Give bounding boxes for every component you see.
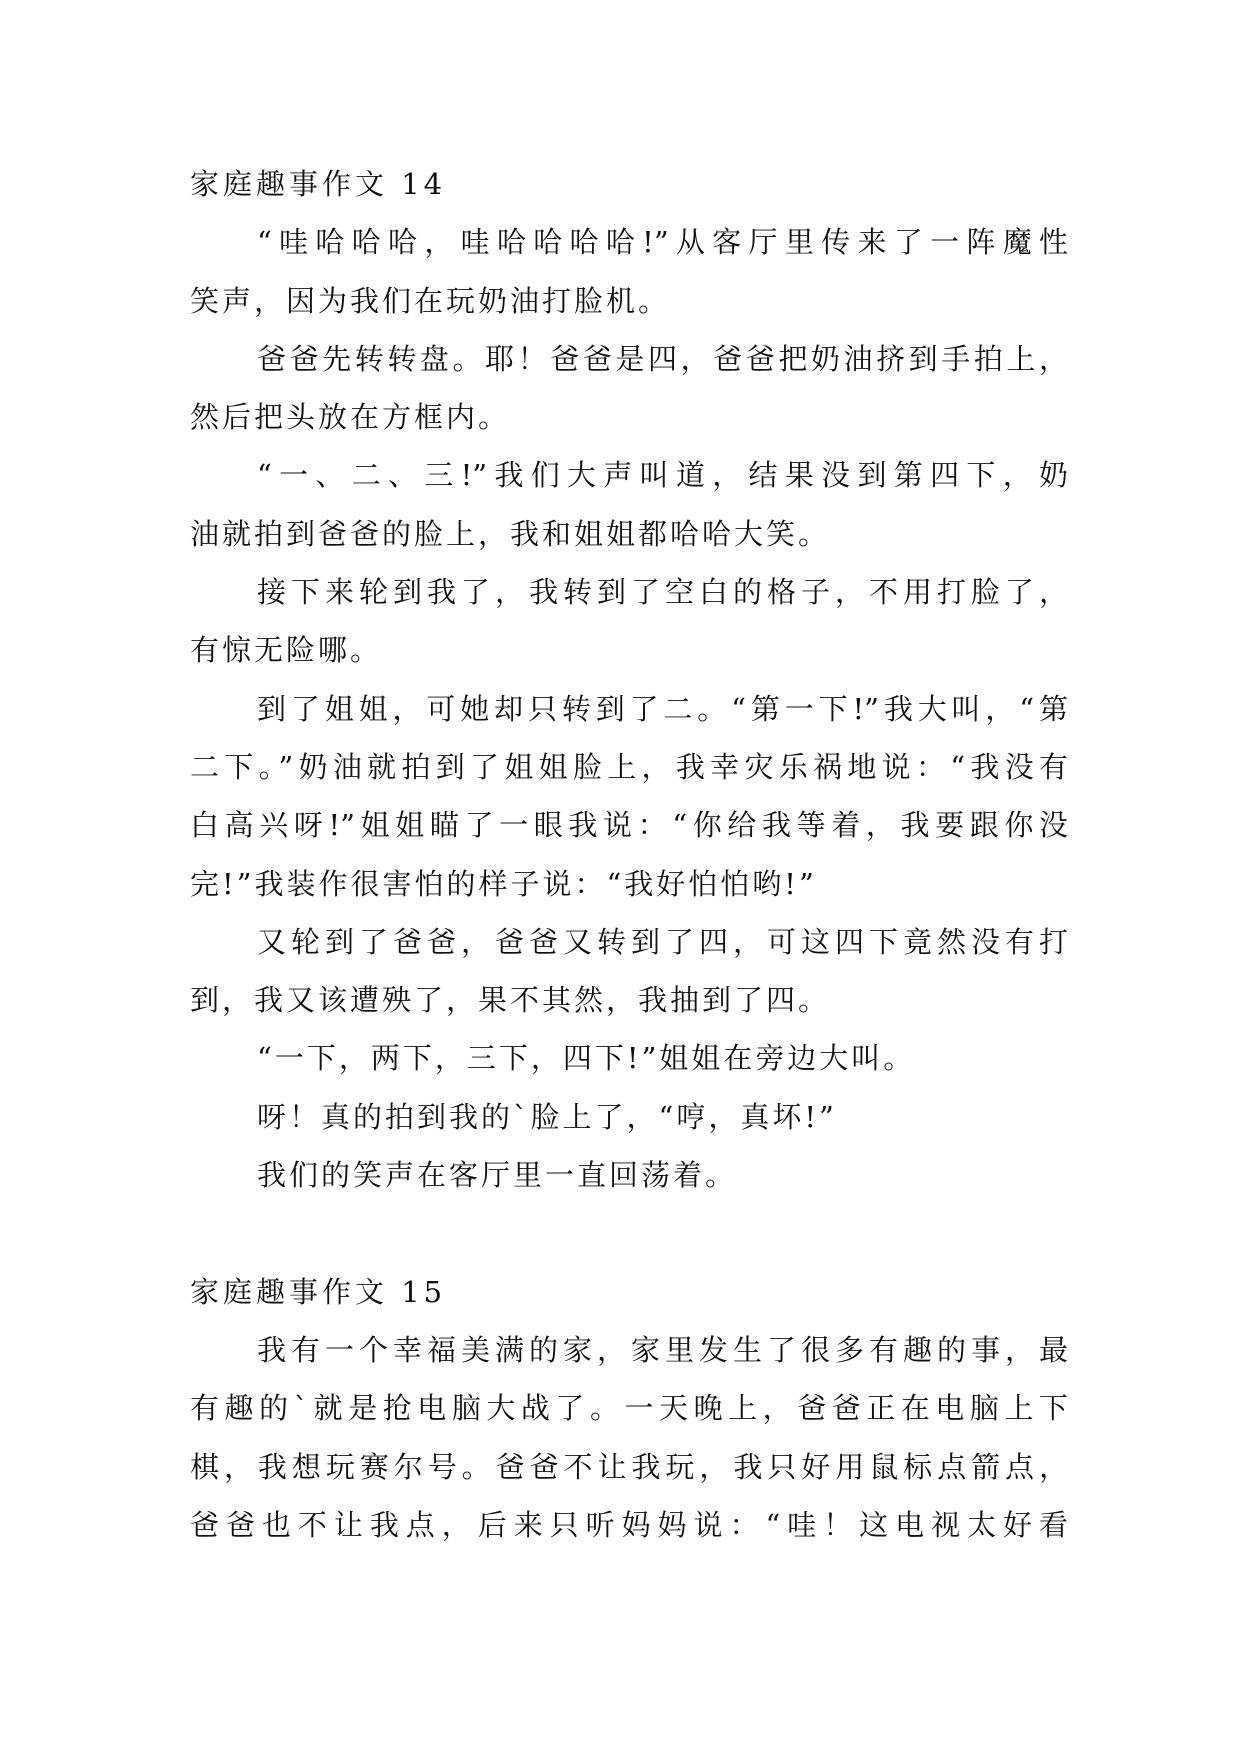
text-line: 接下来轮到我了，我转到了空白的格子，不用打脸了，: [257, 575, 1068, 610]
text-line: 到，我又该遭殃了，果不其然，我抽到了四。: [190, 983, 831, 1018]
text-line: 呀！真的拍到我的`脸上了，“哼，真坏!”: [257, 1099, 837, 1134]
text-line: “一、二、三!”我们大声叫道，结果没到第四下，奶: [257, 458, 1068, 493]
text-line: 油就拍到爸爸的脸上，我和姐姐都哈哈大笑。: [190, 516, 831, 551]
text-line: 有趣的`就是抢电脑大战了。一天晚上，爸爸正在电脑上下: [190, 1391, 1068, 1426]
text-line: 笑声，因为我们在玩奶油打脸机。: [190, 283, 671, 318]
text-line: 爸爸先转转盘。耶！爸爸是四，爸爸把奶油挤到手拍上，: [257, 341, 1068, 376]
paragraph: [190, 680, 1068, 913]
paragraph: [190, 1029, 1068, 1087]
text-line: 又轮到了爸爸，爸爸又转到了四，可这四下竟然没有打: [257, 924, 1068, 959]
document-body: [190, 155, 1068, 1554]
text-line: 棋，我想玩赛尔号。爸爸不让我玩，我只好用鼠标点箭点，: [190, 1449, 1068, 1484]
text-line: 到了姐姐，可她却只转到了二。“第一下!”我大叫，“第: [257, 691, 1068, 726]
text-line: 完!”我装作很害怕的样子说：“我好怕怕哟!”: [190, 866, 817, 901]
paragraph: [190, 913, 1068, 1030]
text-line: 然后把头放在方框内。: [190, 400, 511, 435]
essay-section-15: [190, 1263, 1068, 1554]
section-title: 家庭趣事作文 15: [190, 1274, 447, 1309]
paragraph: [190, 446, 1068, 563]
text-line: 我们的笑声在客厅里一直回荡着。: [257, 1158, 738, 1193]
section-title: 家庭趣事作文 14: [190, 167, 447, 201]
paragraph: [190, 1146, 1068, 1204]
paragraph: [190, 1321, 1068, 1554]
text-line: 白高兴呀!”姐姐瞄了一眼我说：“你给我等着，我要跟你没: [190, 808, 1068, 843]
paragraph: [190, 563, 1068, 680]
essay-section-14: [190, 155, 1068, 1204]
text-line: 有惊无险哪。: [190, 633, 383, 668]
paragraph: [190, 1088, 1068, 1146]
paragraph: [190, 330, 1068, 447]
text-line: 爸爸也不让我点，后来只听妈妈说：“哇！这电视太好看: [190, 1507, 1068, 1542]
blank-line: [190, 1204, 1068, 1262]
text-line: “一下，两下，三下，四下!”姐姐在旁边大叫。: [257, 1041, 916, 1076]
text-line: 我有一个幸福美满的家，家里发生了很多有趣的事，最: [257, 1332, 1068, 1367]
text-line: “哇哈哈哈，哇哈哈哈哈!”从客厅里传来了一阵魔性: [257, 225, 1068, 260]
paragraph: [190, 213, 1068, 330]
text-line: 二下。”奶油就拍到了姐姐脸上，我幸灾乐祸地说：“我没有: [190, 749, 1068, 784]
